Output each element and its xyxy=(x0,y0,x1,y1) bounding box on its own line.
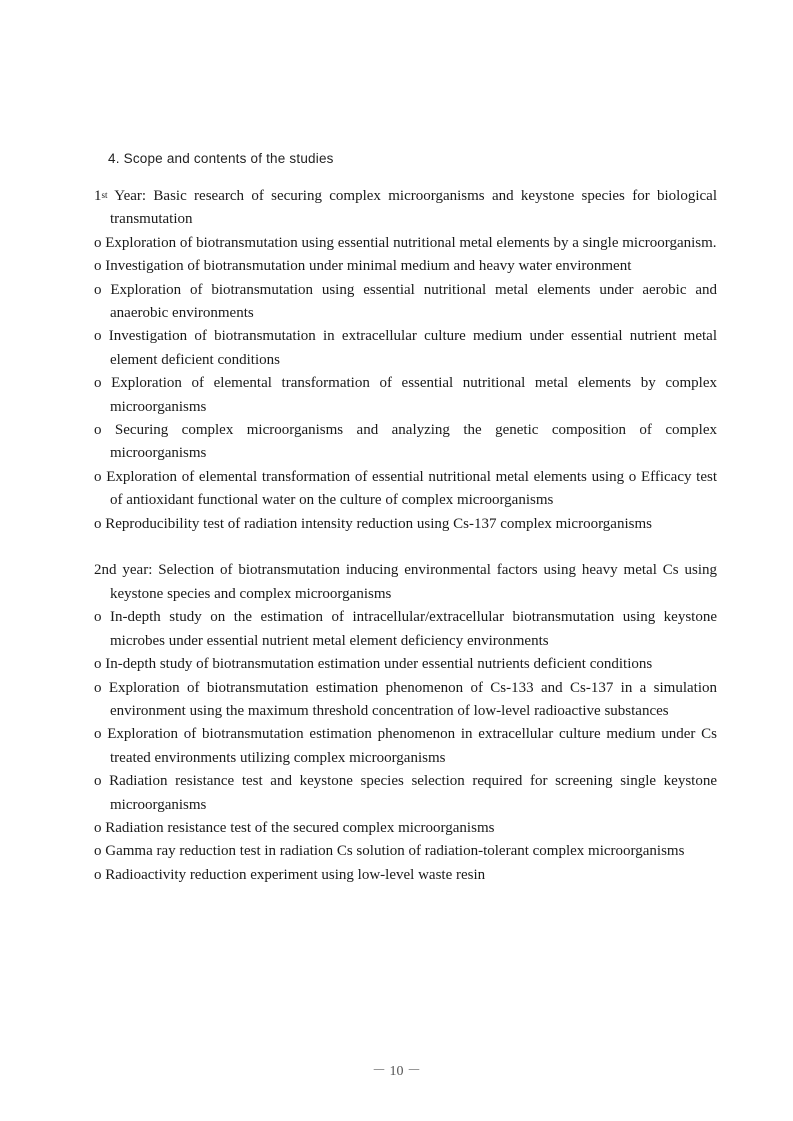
year1-heading xyxy=(94,185,717,232)
year1-item: o Exploration of elemental transformation of essential nutritional metal elements using o Efficacy test of antioxidant functional water on the culture of complex microorganisms xyxy=(94,468,717,509)
year1-heading-text: Year: Basic research of securing complex microorganisms and keystone species for biological transmutation xyxy=(107,188,717,228)
year2-item: o Radiation resistance test and keystone species selection required for screening single keystone microorganisms xyxy=(94,773,717,813)
year2-item: o Radiation resistance test of the secured complex microorganisms xyxy=(94,819,495,836)
year1-item: o Exploration of elemental transformation of essential nutritional metal elements by complex microorganisms xyxy=(94,375,717,415)
paragraph-gap xyxy=(94,536,717,559)
year2-item: o In-depth study of biotransmutation estimation under essential nutrients deficient conditions xyxy=(94,656,653,673)
year2-heading: 2nd year: Selection of biotransmutation inducing environmental factors using heavy metal Cs using keystone species and complex microorganisms xyxy=(94,562,717,602)
year1-item: o Exploration of biotransmutation using essential nutritional metal elements by a single microorganism. xyxy=(94,234,717,251)
year1-item: o Investigation of biotransmutation under minimal medium and heavy water environment xyxy=(94,258,632,275)
year2-item: o Exploration of biotransmutation estimation phenomenon of Cs-133 and Cs-137 in a simulation environment using the maximum threshold concentration of low-level radioactive substances xyxy=(94,679,717,719)
year2-item: o Radioactivity reduction experiment using low-level waste resin xyxy=(94,866,486,883)
body-text xyxy=(94,185,717,887)
year1-ordinal-number: 1 xyxy=(94,188,102,204)
year2-item: o Gamma ray reduction test in radiation Cs solution of radiation-tolerant complex microorganisms xyxy=(94,843,685,860)
year2-item: o Exploration of biotransmutation estimation phenomenon in extracellular culture medium under Cs treated environments utilizing complex microorganisms xyxy=(94,726,717,766)
year1-item: o Exploration of biotransmutation using essential nutritional metal elements under aerobic and anaerobic environments xyxy=(94,281,717,322)
year1-item: o Investigation of biotransmutation in extracellular culture medium under essential nutrient metal element deficient conditions xyxy=(94,328,717,368)
year1-item: o Securing complex microorganisms and analyzing the genetic composition of complex microorganisms xyxy=(94,422,717,462)
section-heading: 4. Scope and contents of the studies xyxy=(108,151,334,166)
year2-item: o In-depth study on the estimation of intracellular/extracellular biotransmutation using keystone microbes under essential nutrient metal element deficiency environments xyxy=(94,609,717,649)
year1-item: o Reproducibility test of radiation intensity reduction using Cs-137 complex microorganisms xyxy=(94,515,652,532)
page-number: － 10 － xyxy=(372,1064,421,1079)
year1-ordinal-suffix: st xyxy=(101,190,108,200)
